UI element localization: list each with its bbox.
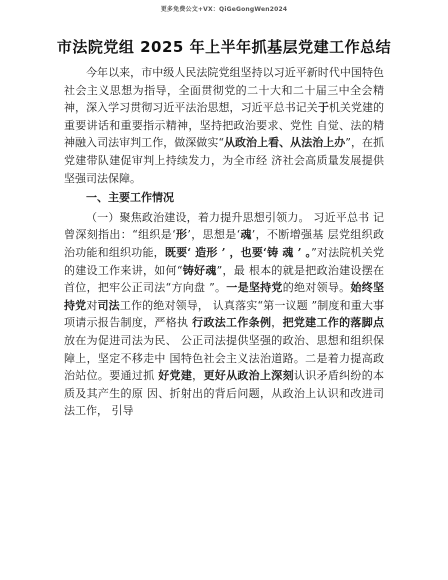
bold-run: 于 [317, 101, 329, 115]
bold-run: 既要‘ 造形 ’ ，也要‘铸 魂 ’ 。 [164, 245, 312, 259]
text-run: ”，最 根本的就是把政治建设摆在首位，把牢公正司法“方向盘 ”。 [64, 263, 384, 295]
text-run: ”，在抓党建带队建促审判上持续发力，为全市经 济社会高质量发展提供坚强司法保障。 [64, 136, 384, 185]
bold-run: 司法 [97, 298, 120, 312]
text-run: ’，思想是‘ [187, 228, 241, 242]
watermark-header: 更多免费公文+VX：QiGeGongWen2024 [160, 6, 288, 13]
bold-run: 把党建工作的落脚点 [282, 316, 385, 330]
bold-run: 更好从政治上深刻 [203, 369, 294, 383]
intro-paragraph [64, 64, 384, 187]
document-title: 市法院党组 2025 年上半年抓基层党建工作总结 [56, 38, 392, 56]
text-run: 的绝对领导。 [282, 281, 351, 295]
section-heading: 一、主要工作情况 [86, 191, 174, 205]
bold-run: 始终坚持党 [64, 281, 385, 312]
bold-run: 一是坚持党 [226, 281, 283, 295]
text-run: 机关党建的重要讲话和重要指示精神，坚持把政治要求、党性 自觉、法的精神融入司法审判工作，做深做实“ [64, 101, 385, 150]
text-run: 对 [86, 298, 98, 312]
document-body [64, 64, 384, 420]
text-run: 今年以来，市中级人民法院党组坚持以习近平新时代中国特色社会主义思想为指导，全面贯彻党的二十大和二十届三中全会精神，深入学习贯彻习近平法治思想，习近平总书记关 [64, 66, 384, 115]
bold-run: 好党建 [158, 369, 193, 383]
bold-run: 行政法工作条例 [192, 316, 272, 330]
bold-run: 魂 [240, 228, 252, 242]
text-run: （一）聚焦政治建设，着力提升思想引领力。 习近平总书 记曾深刻指出：“组织是‘ [64, 210, 384, 242]
text-run: ， [271, 316, 283, 330]
bold-run: 从政治上看、从法治上办 [223, 136, 346, 150]
text-run: 认识矛盾纠纷的本质及其产生的原 因、折射出的背后问题，从政治上认识和改进司法工作， 引导 [64, 369, 385, 418]
text-run: ’，不断增强基 层党组织政治功能和组织功能， [64, 228, 384, 259]
text-run: 工作的绝对领导， 认真落实“第一议题 ”制度和重大事项请示报告制度，严格执 [64, 298, 385, 330]
bold-run: 形 [175, 228, 188, 242]
text-run: ”对法院机关党的建设工作来讲，如何“ [64, 245, 385, 277]
text-run: ， [192, 369, 204, 383]
text-run: 放在为促进司法为民、 公正司法提供坚强的政治、思想和组织保障上，坚定不移走中 国特色社会主义法治道路。二是着力提高政治站位。要通过抓 [64, 333, 384, 383]
body-paragraph [64, 209, 384, 420]
bold-run: 铸好魂 [182, 263, 217, 277]
